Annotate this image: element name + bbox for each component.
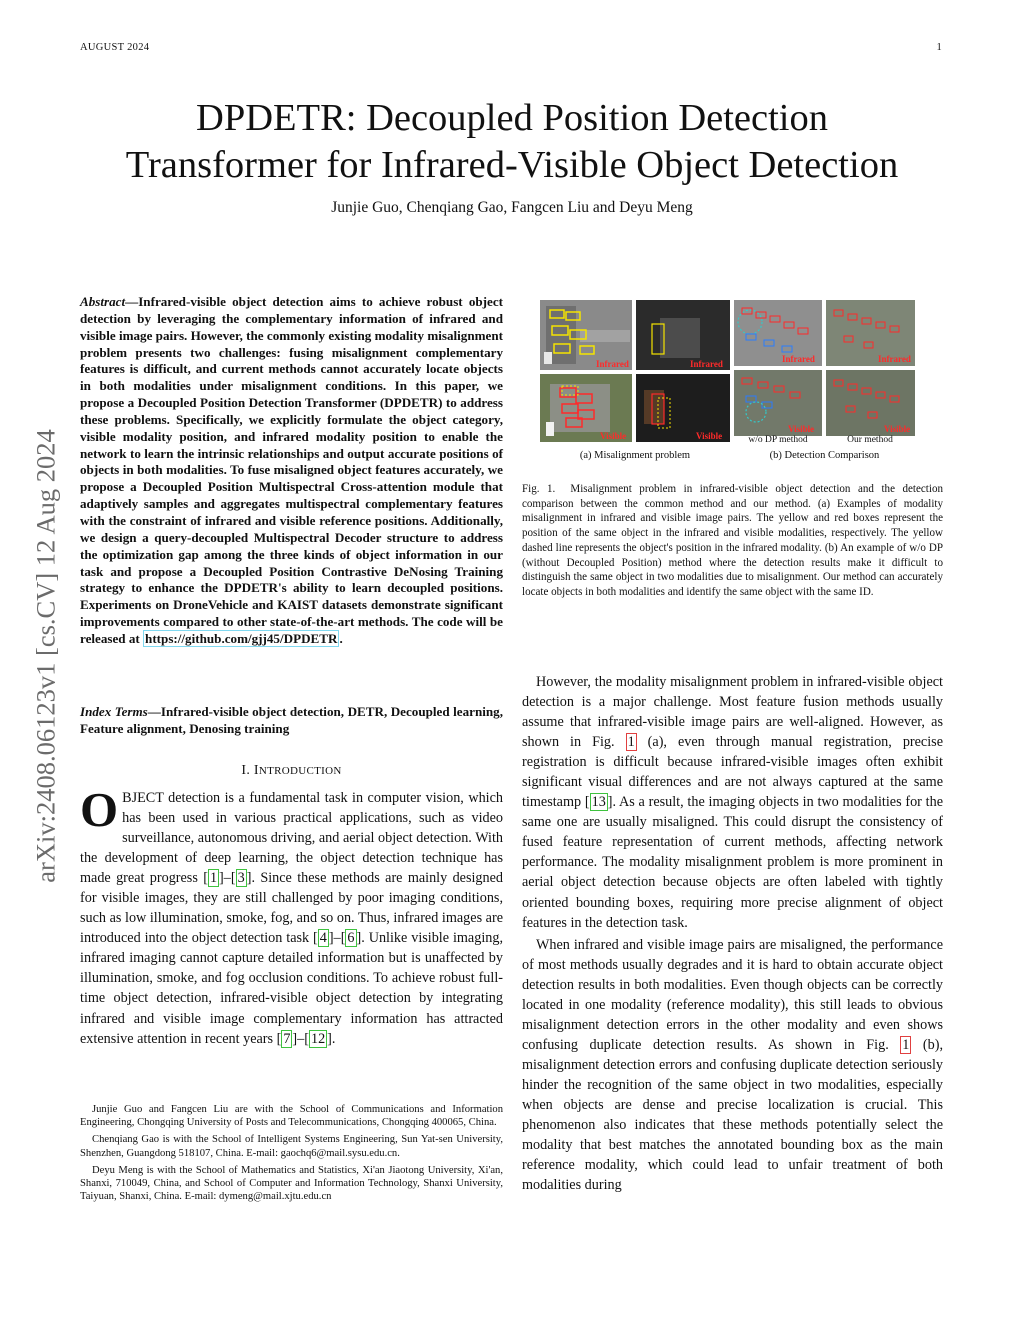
title-line-2: Transformer for Infrared-Visible Object Detection xyxy=(125,144,899,186)
label-visible-2: Visible xyxy=(696,431,723,441)
citation-link[interactable]: 3 xyxy=(237,870,245,887)
section-number: I. xyxy=(241,763,254,778)
page-number: 1 xyxy=(936,42,942,53)
label-infrared-2: Infrared xyxy=(690,359,723,369)
body-paragraph-2 xyxy=(522,935,943,1196)
citation-link[interactable]: 6 xyxy=(347,930,355,947)
index-terms xyxy=(80,704,503,738)
label-infrared-3: Infrared xyxy=(782,354,815,364)
label-our-method: Our method xyxy=(847,435,893,442)
intro-text-4: . xyxy=(331,1030,336,1047)
label-wo-dp-method: w/o DP method xyxy=(748,435,808,442)
label-infrared-4: Infrared xyxy=(878,354,911,364)
citation-dash: – xyxy=(297,1030,305,1047)
abstract-end: . xyxy=(339,630,343,646)
body-text-1a: However, the modality misalignment problem in infrared-visible object detection is a major challenge. Most feature fusion methods usually assume that infrared-visible image pairs are well-aligned. However, as shown in Fig. xyxy=(522,674,943,751)
body-text-2b: (b), misalignment detection errors and confusing duplicate detection seriously hinder the recognition of the same object in two modalities, especially when objects are dense and precise localization is crucial. This phenomenon also indicates that these methods potentially select the modality that best matches the annotated bounding box as the main reference modality, which could lead to unfair treatment of both modalities during xyxy=(522,1036,944,1194)
body-text-2a: When infrared and visible image pairs are misaligned, the performance of most methods usually degrades and it is hard to obtain accurate object detection results in both modalities. Even though objects can be correctly located in one modality (reference modality), this still leads to obvious misalignment detection errors in the other modality and even shows confusing duplicate detection results. As shown in Fig. xyxy=(522,936,943,1053)
title-line-1: DPDETR: Decoupled Position Detection xyxy=(196,97,828,139)
paper-title xyxy=(60,95,964,189)
misalignment-example-images xyxy=(540,300,730,442)
footnote-1: Junjie Guo and Fangcen Liu are with the School of Communications and Information Engineering, Chongqing University of Posts and Telecommunications, Chongqing 400065, China. xyxy=(80,1104,503,1129)
index-terms-label: Index Terms xyxy=(80,704,148,719)
figure-reference-link[interactable]: 1 xyxy=(902,1036,910,1053)
section-heading xyxy=(80,763,503,779)
right-column-body xyxy=(522,672,943,1195)
label-infrared-1: Infrared xyxy=(596,359,629,369)
citation-link[interactable]: 1 xyxy=(209,870,218,887)
citation-dash: – xyxy=(223,870,231,887)
author-list: Junjie Guo, Chenqiang Gao, Fangcen Liu and Deyu Meng xyxy=(331,199,693,216)
citation-link[interactable]: 4 xyxy=(319,930,327,947)
caption-text: Misalignment problem in infrared-visible object detection and the detection comparison between the common method and our method. (a) Examples of modality misalignment in infrared and visible image pairs. The yellow and red boxes represent the position of the same object in the infrared and visible modalities, respectively. The yellow dashed line represents the object's position in the infrared modality. (b) An example of w/o DP (without Decoupled Position) method where the detection results make it difficult to distinguish the same object in two modalities due to misalignment. Our method can accurately locate objects in both modalities and identify the same object with the same ID. xyxy=(522,483,943,598)
index-terms-text: —Infrared-visible object detection, DETR, Decoupled learning, Feature alignment, Denosing training xyxy=(80,704,503,736)
footnote-2: Chenqiang Gao is with the School of Intelligent Systems Engineering, Sun Yat-sen University, Shenzhen, Guangdong 518107, China. E-mail: gaochq6@mail.sysu.edu.cn. xyxy=(80,1134,503,1159)
figure-1 xyxy=(540,300,915,466)
section-title-rest: NTRODUCTION xyxy=(258,765,342,777)
subcaption-b: (b) Detection Comparison xyxy=(769,450,880,461)
arxiv-sidebar xyxy=(28,345,64,967)
citation-link[interactable]: 7 xyxy=(283,1030,291,1047)
code-link[interactable]: https://github.com/gjj45/DPDETR xyxy=(145,630,338,646)
citation-dash: – xyxy=(333,930,341,947)
footnote-3: Deyu Meng is with the School of Mathematics and Statistics, Xi'an Jiaotong University, Xi'an, Shanxi, 710049, China, and School of Computer and Information Technology, Shanxi University, Taiyuan, Shanxi, China. E-mail: dymeng@mail.xjtu.edu.cn xyxy=(80,1164,503,1203)
figure-reference-link[interactable]: 1 xyxy=(627,734,635,751)
detection-comparison-images xyxy=(734,300,915,442)
label-visible-3: Visible xyxy=(788,424,815,434)
section-title-initial: I xyxy=(253,763,259,778)
running-header-date: AUGUST 2024 xyxy=(80,42,150,53)
abstract xyxy=(80,294,503,648)
arxiv-identifier: arXiv:2408.06123v1 [cs.CV] 12 Aug 2024 xyxy=(30,429,61,883)
body-paragraph-1: However, the modality misalignment problem in infrared-visible object detection is a major challenge. Most feature fusion methods usually assume that infrared-visible image pairs are well-aligned. However, as shown in Fig. 1 (a), even through manual registration, precise registration is difficult because infrared-visible images often exhibit significant visual differences and are not always captured at the same timestamp [ 13 ]. As a result, the imaging objects in two modalities for the same one are usually misaligned. This could disrupt the consistency of fused feature representation of current methods, affecting network performance. The modality misalignment problem is more prominent in aerial object detection because objects are often labeled with tightly oriented bounding boxes, requiring more precise alignment of object features in the detection task. xyxy=(522,674,943,931)
caption-label: Fig. 1. xyxy=(522,483,556,495)
subcaption-a: (a) Misalignment problem xyxy=(579,450,691,461)
citation-link[interactable]: 13 xyxy=(591,794,606,811)
citation-link[interactable]: 12 xyxy=(310,1030,326,1047)
abstract-label: Abstract xyxy=(80,294,126,309)
intro-text-2: . Since these methods are mainly designed for visible images, they are still challenged by poor imaging conditions, such as low illumination, smoke, fog, and so on. Thus, infrared images are introduced into the object detection task xyxy=(80,870,504,947)
label-visible-4: Visible xyxy=(884,424,911,434)
drop-cap: O xyxy=(80,782,119,837)
introduction-paragraph: OBJECT detection is a fundamental task in computer vision, which has been used in various practical applications, such as video surveillance, autonomous driving, and aerial object detection. With the development of deep learning, the object detection technique has made great progress [ 1 ]–[ 3 ]. Since these methods are mainly designed for visible images, they are still challenged by poor imaging conditions, such as low illumination, smoke, fog, and so on. Thus, infrared images are introduced into the object detection task [ 4 ]–[ 6 ]. Unlike visible imaging, infrared imaging cannot capture detailed information but is unaffected by illumination, smoke, and fog occlusion conditions. To achieve robust full-time object detection, infrared-visible object detection by integrating infrared and visible image complementary information has attracted extensive attention in recent years [ 7 ]–[ 12 ]. xyxy=(80,782,504,1047)
intro-text-1: BJECT detection is a fundamental task in computer vision, which has been used in various practical applications, such as video surveillance, autonomous driving, and aerial object detection. With the development of deep learning, the object detection technique has made great progress xyxy=(80,790,503,887)
body-text-1c: . As a result, the imaging objects in two modalities for the same one are usually misaligned. This could disrupt the consistency of fused feature representation of current methods, affecting network performance. The modality misalignment problem is more prominent in aerial object detection because objects are often labeled with tightly oriented bounding boxes, requiring more precise alignment of object features in the detection task. xyxy=(522,794,943,931)
body-text-1b: (a), even through manual registration, precise registration is difficult because infrared-visible images often exhibit significant visual differences and are not always captured at the same timestamp xyxy=(522,734,943,811)
figure-caption xyxy=(522,482,943,600)
intro-text-3: . Unlike visible imaging, infrared imaging cannot capture detailed information but is unaffected by illumination, smoke, and fog occlusion conditions. To achieve robust full-time object detection, infrared-visible object detection by integrating infrared and visible image complementary information has attracted extensive attention in recent years xyxy=(80,930,503,1047)
label-visible-1: Visible xyxy=(600,431,627,441)
footnotes xyxy=(80,1103,503,1207)
abstract-text: —Infrared-visible object detection aims to achieve robust object detection by leveraging the complementary information of infrared and visible image pairs. However, the commonly existing modality misalignment problem presents two challenges: fusing misalignment complementary features is difficult, and current methods cannot accurately locate objects in both modalities under misalignment conditions. In this paper, we propose a Decoupled Position Detection Transformer (DPDETR) to address these problems. Specifically, we explicitly formulate the object category, visible modality position, and infrared modality position to enable the network to learn the intrinsic relationships and output accurate positions of objects in both modalities. To fuse misaligned object features accurately, we propose a Decoupled Position Multispectral Cross-attention module that adaptively samples and aggregates multispectral complementary features with the constraint of infrared and visible reference positions. Additionally, we design a query-decoupled Multispectral Decoder structure to address the optimization gap among the three kinds of object information in our task and propose a Decoupled Position Contrastive DeNosing Training strategy to enhance the DPDETR's ability to learn decoupled positions. Experiments on DroneVehicle and KAIST datasets demonstrate significant improvements compared to other state-of-the-art methods. The code will be released at xyxy=(80,294,503,646)
